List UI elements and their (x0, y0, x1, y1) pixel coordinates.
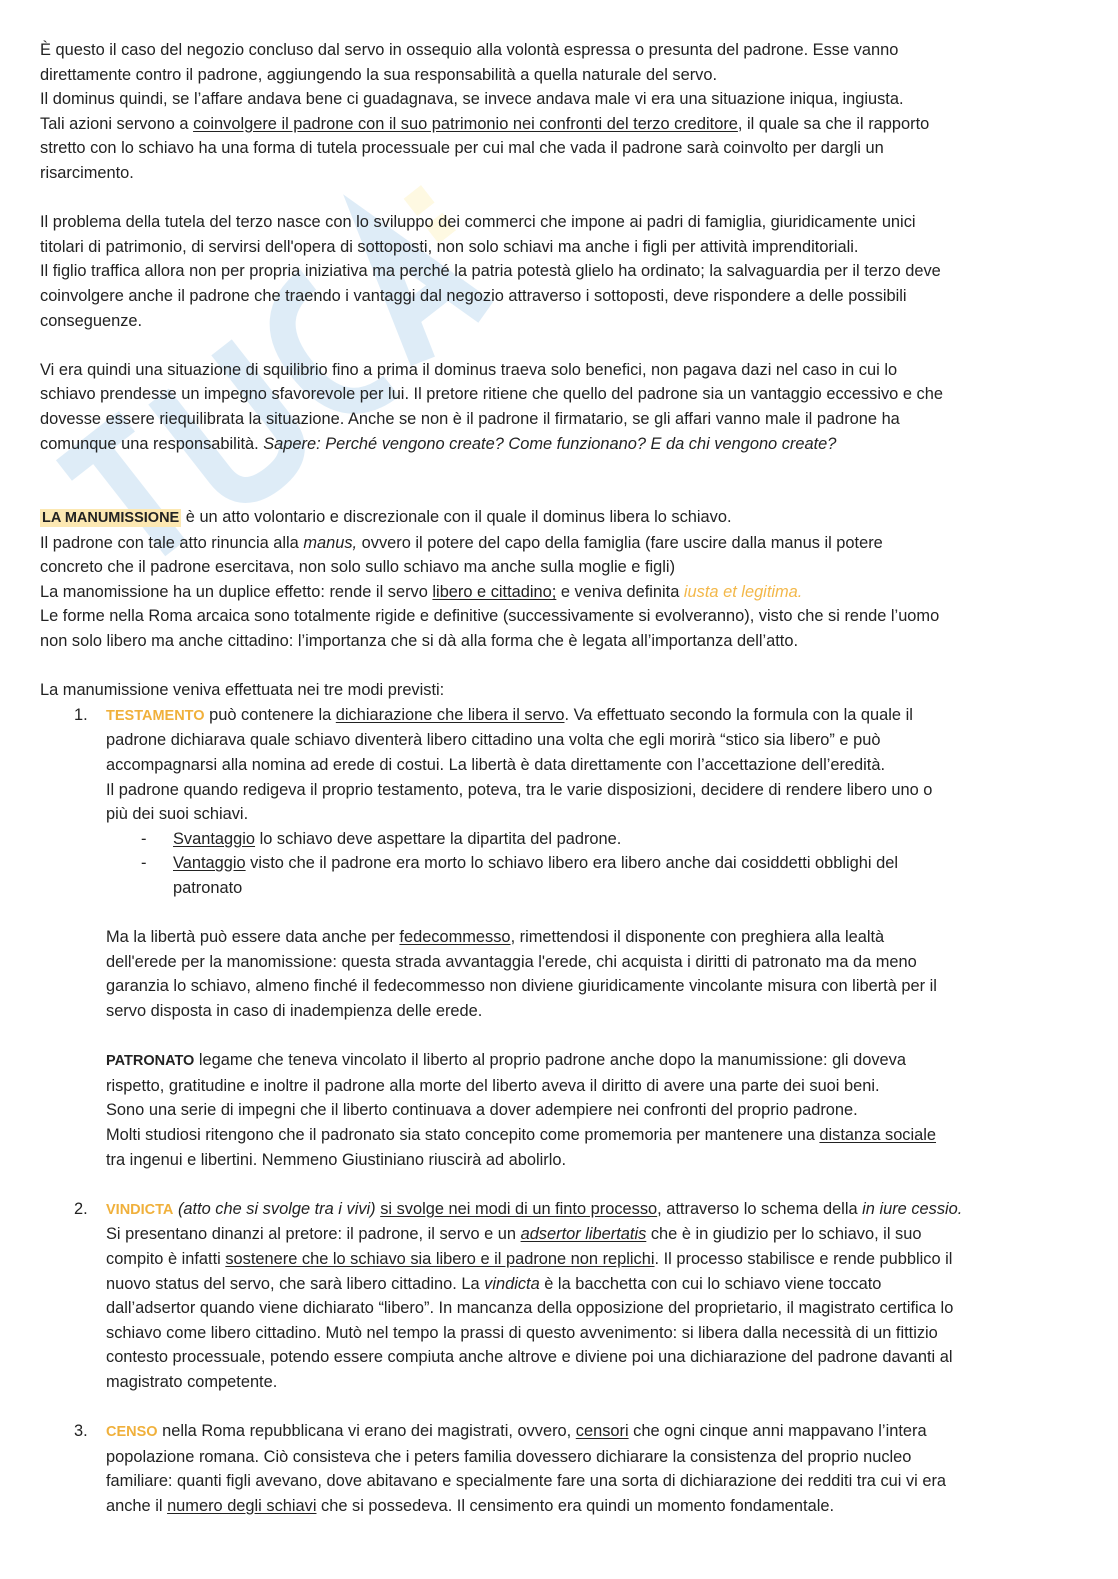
patronato-paragraph: PATRONATO legame che teneva vincolato il liberto al proprio padrone anche dopo la manumissione: gli doveva rispetto, gratitudine e inoltre il padrone alla morte del liberto aveva il diritto di avere una parte dei suoi beni. Sono una serie di impegni che il liberto continuava a dover adempiere nei confronti del proprio padrone. Molti studiosi ritengono che il padronato sia stato concepito come promemoria per mantenere una distanza sociale tra ingenui e libertini. Nemmeno Giustiniano riuscirà ad abolirlo. (106, 1051, 937, 1169)
paragraph-2-line-3: Il figlio traffica allora non per propria iniziativa ma perché la patria potestà glielo ha ordinato; la salvaguardia per il terzo deve (40, 262, 941, 281)
sub-item-vantaggio: - Vantaggio visto che il padrone era morto lo schiavo libero era libero anche dai cosiddetti obblighi del patronato (141, 854, 898, 897)
fedecommesso-paragraph: Ma la libertà può essere data anche per fedecommesso, rimettendosi il disponente con preghiera alla lealtà dell'erede per la manomissione: questa strada avvantaggia l'erede, chi acquista i diritti di patronato ma da meno garanzia lo schiavo, almeno finché il fedecommesso non diviene giuridicamente vincolante misura con libertà per il servo disposta in caso di inadempienza delle erede. (106, 928, 937, 1020)
paragraph-1-line-2: direttamente contro il padrone, aggiungendo la sua responsabilità a quella naturale del servo. (40, 65, 718, 84)
paragraph-1-line-3: Il dominus quindi, se l’affare andava bene ci guadagnava, se invece andava male vi era una situazione iniqua, ingiusta. (40, 90, 904, 109)
study-questions: Sapere: Perché vengono create? Come funzionano? E da chi vengono create? (263, 434, 837, 453)
paragraph-3-line-1: Vi era quindi una situazione di squilibrio fino a prima il dominus traeva solo benefici, non pagava dazi nel caso in cui lo (40, 360, 898, 379)
paragraph-3-line-3: dovesse essere riequilibrata la situazione. Anche se non è il padrone il firmatario, se gli affari vanno male il padrone ha (40, 409, 900, 428)
underline-text: coinvolgere il padrone con il suo patrimonio nei confronti del terzo creditore (193, 114, 738, 133)
manumission-line-5: Le forme nella Roma arcaica sono totalmente rigide e definitive (successivamente si evolveranno), visto che si rende l’uomo (40, 607, 940, 626)
list-item-censo: 3. CENSO nella Roma repubblicana vi erano dei magistrati, ovvero, censori che ogni cinque anni mappavano l’intera popolazione romana. Ciò consisteva che i peters familia dovessero dichiarare la consistenza del proprio nucleo familiare: quanti figli avevano, dove abitavano e specialmente fare una sorta di dichiarazione dei redditi tra cui vi era anche il numero degli schiavi che si possedeva. Il censimento era quindi un momento fondamentale. (40, 1419, 1085, 1518)
censo-label: CENSO (106, 1424, 158, 1441)
manumission-heading: LA MANUMISSIONE (42, 510, 180, 527)
paragraph-1-line-6: risarcimento. (40, 163, 134, 182)
testamento-label: TESTAMENTO (106, 707, 205, 724)
paragraph-1-line-1: È questo il caso del negozio concluso dal servo in ossequio alla volontà espressa o presunta del padrone. Esse vanno (40, 41, 899, 59)
patronato-label: PATRONATO (106, 1053, 195, 1070)
paragraph-2-line-4: coinvolgere anche il padrone che traendo i vantaggi dal negozio attraverso i sottoposti, deve rispondere a delle possibili (40, 286, 907, 305)
vindicta-label: VINDICTA (106, 1201, 174, 1218)
document-page (40, 38, 1085, 1518)
list-number: 3. (74, 1422, 88, 1441)
manumission-line-1: LA MANUMISSIONE è un atto volontario e discrezionale con il quale il dominus libera lo schiavo. (42, 508, 732, 527)
paragraph-3-line-2: schiavo prendesse un impegno sfavorevole per lui. Il pretore ritiene che quello del padrone sia un vantaggio eccessivo e che (40, 385, 943, 404)
paragraph-2-line-1: Il problema della tutela del terzo nasce con lo sviluppo dei commerci che impone ai padri di famiglia, giuridicamente unici (40, 213, 916, 232)
paragraph-2-line-5: conseguenze. (40, 311, 143, 330)
manumission-line-4: La manomissione ha un duplice effetto: rende il servo libero e cittadino; e veniva definita iusta et legitima. (40, 582, 803, 601)
modes-intro: La manumissione veniva effettuata nei tre modi previsti: (40, 681, 445, 700)
paragraph-1-line-4: Tali azioni servono a coinvolgere il padrone con il suo patrimonio nei confronti del terzo creditore, il quale sa che il rapporto (40, 114, 930, 133)
list-number: 2. (74, 1199, 88, 1218)
iusta-et-legitima: iusta et legitima. (683, 582, 803, 601)
list-item-vindicta: 2. VINDICTA (atto che si svolge tra i vivi) si svolge nei modi di un finto processo, attraverso lo schema della in iure cessio. Si presentano dinanzi al pretore: il padrone, il servo e un adsertor libertatis che è in giudizio per lo schiavo, il suo compito è infatti sostenere che lo schiavo sia libero e il padrone non replichi. Il processo stabilisce e rende pubblico il nuovo status del servo, che sarà libero cittadino. La vindicta è la bacchetta con cui lo schiavo viene toccato dall’adsertor quando viene dichiarato “libero”. In mancanza della opposizione del proprietario, il magistrato certifica lo schiavo come libero cittadino. Mutò nel tempo la prassi di questo avvenimento: si libera dalla necessità di un fittizio contesto processuale, potendo essere compiuta anche altrove e diviene poi una dichiarazione del padrone davanti al magistrato competente. (40, 1197, 1085, 1395)
paragraph-3-line-4: comunque una responsabilità. Sapere: Perché vengono create? Come funzionano? E da chi vengono create? (40, 434, 837, 453)
list-number: 1. (74, 705, 88, 724)
paragraph-2-line-2: titolari di patrimonio, di servirsi dell'opera di sottoposti, non solo schiavi ma anche i figli per attività imprenditoriali. (40, 237, 859, 256)
manumission-line-2: Il padrone con tale atto rinuncia alla manus, ovvero il potere del capo della famiglia (fare uscire dalla manus il potere (40, 533, 883, 552)
manumission-line-3: concreto che il padrone esercitava, non solo sullo schiavo ma anche sulla moglie e figli) (40, 558, 676, 577)
paragraph-1-line-5: stretto con lo schiavo ha una forma di tutela processuale per cui mal che vada il padrone sarà coinvolto per dargli un (40, 139, 884, 158)
list-item-testamento: 1. TESTAMENTO può contenere la dichiarazione che libera il servo. Va effettuato secondo la formula con la quale il padrone dichiarava quale schiavo diventerà libero cittadino una volta che egli morirà “stico sia libero” e può accompagnarsi alla nomina ad erede di costui. La libertà è data direttamente con l’accettazione dell’eredità. Il padrone quando redigeva il proprio testamento, poteva, tra le varie disposizioni, decidere di rendere libero uno o più dei suoi schiavi. (40, 703, 1085, 827)
sub-item-svantaggio: - Svantaggio lo schiavo deve aspettare la dipartita del padrone. (141, 829, 622, 848)
manumission-line-6: non solo libero ma anche cittadino: l’importanza che si dà alla forma che è legata all’importanza dell’atto. (40, 632, 799, 651)
